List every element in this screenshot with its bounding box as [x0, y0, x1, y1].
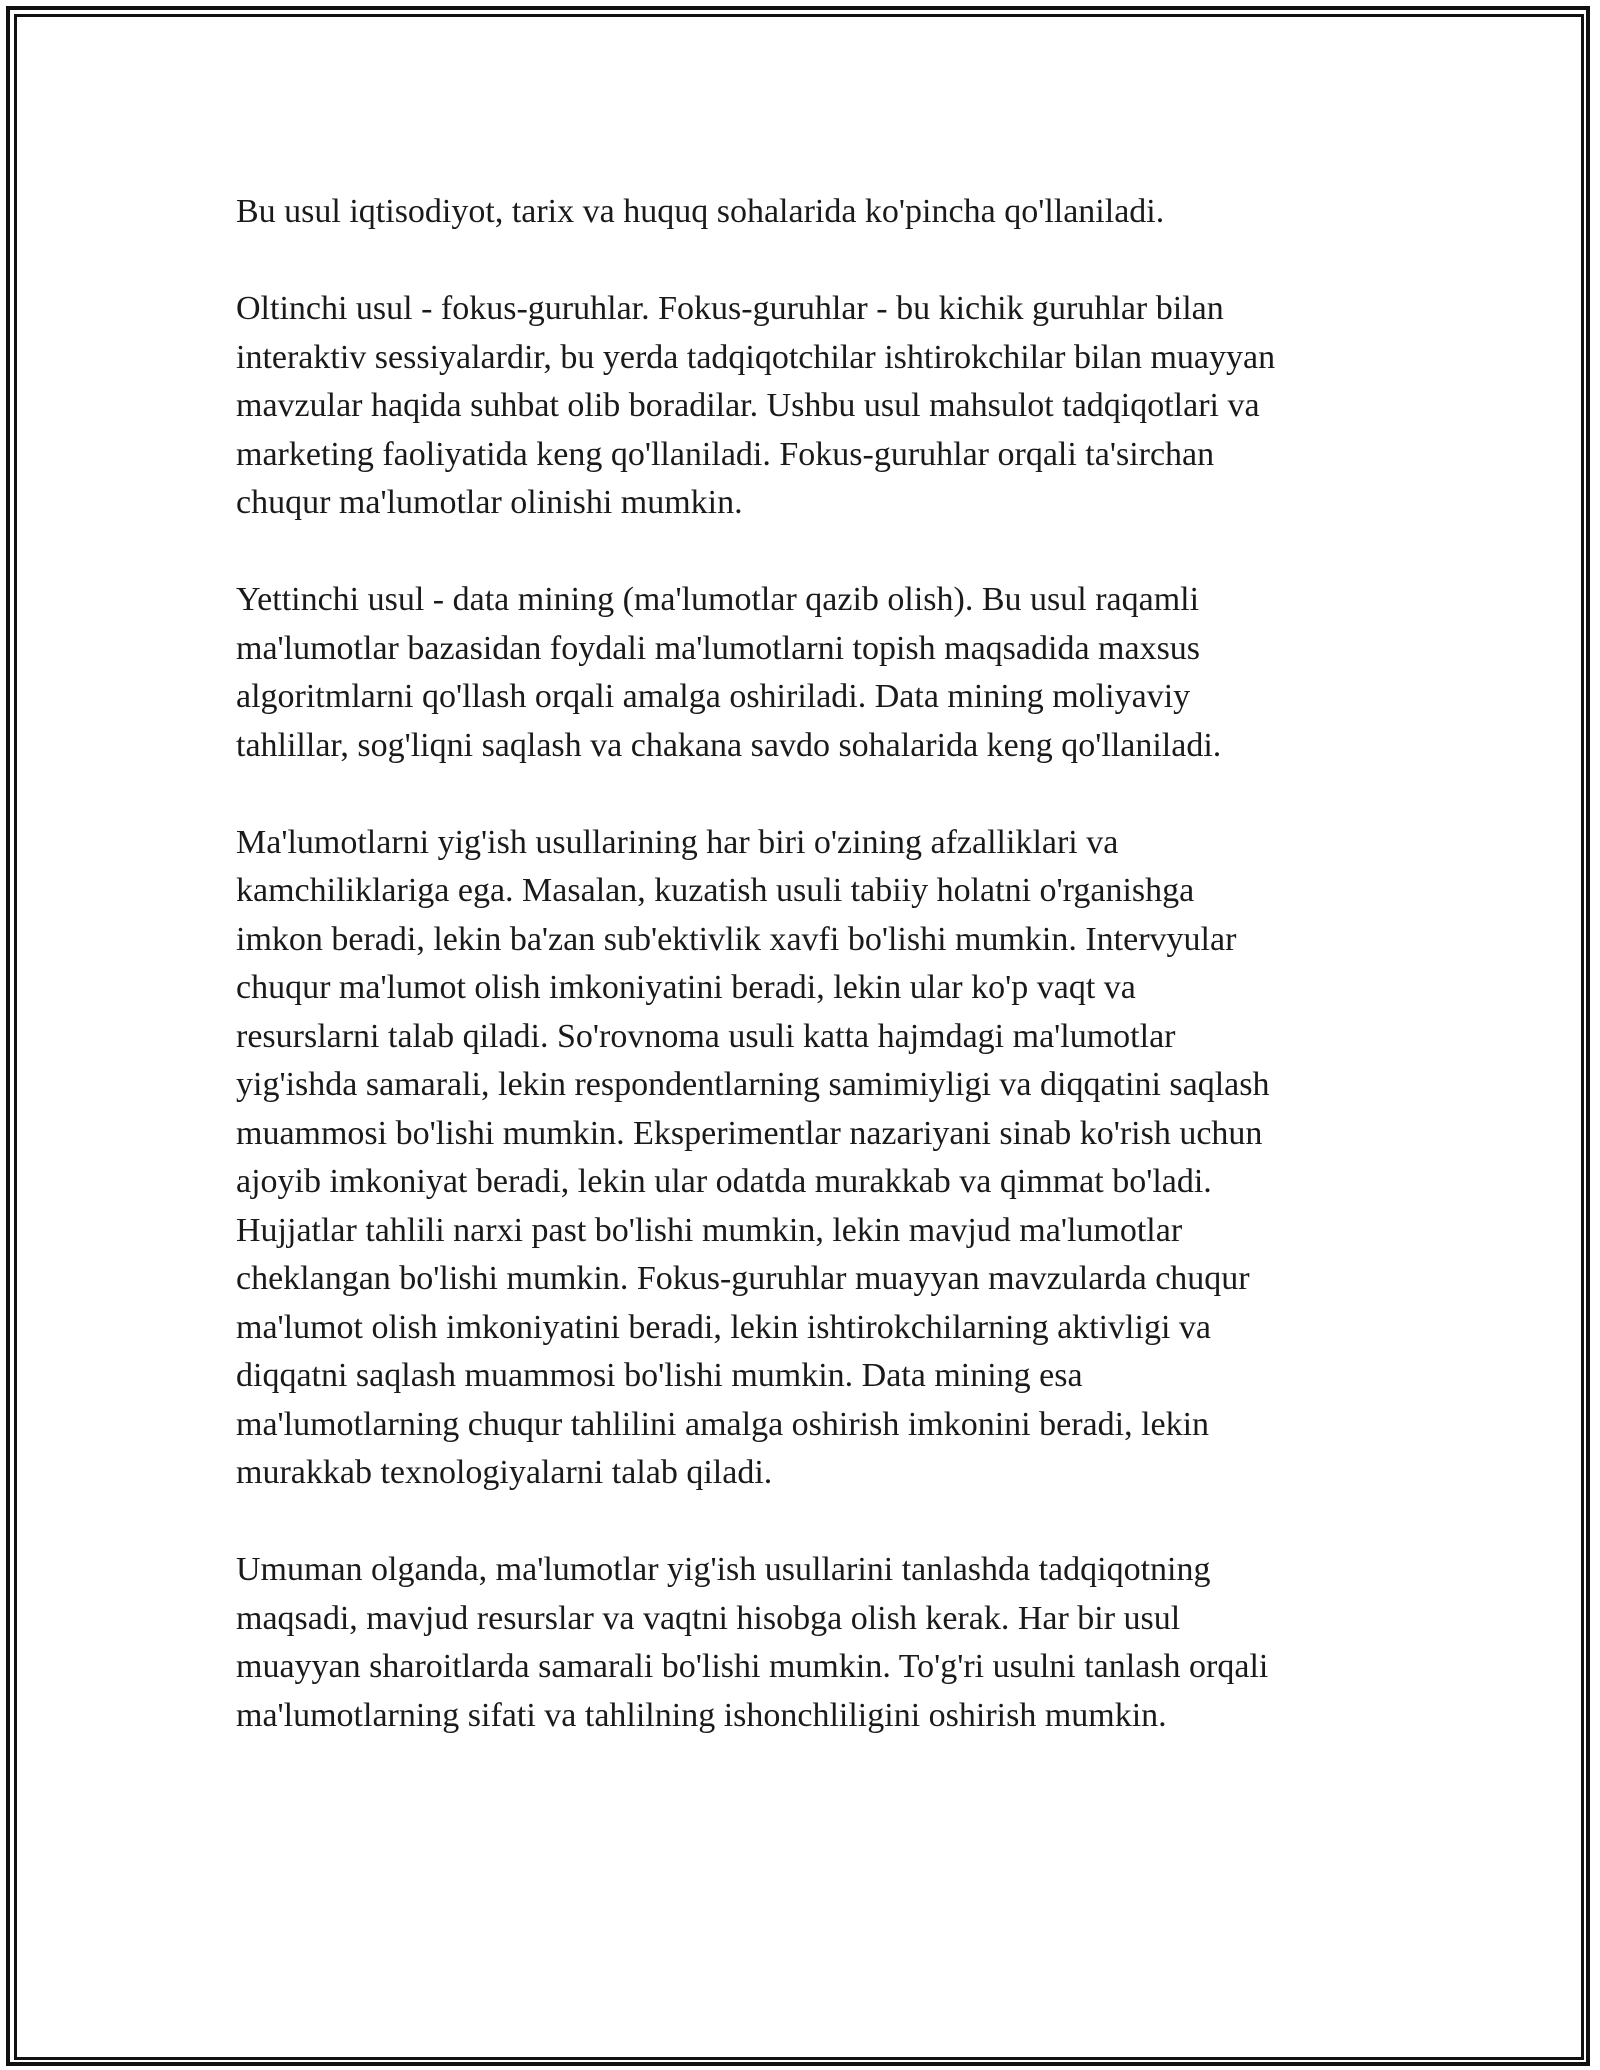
paragraph-4: Ma'lumotlarni yig'ish usullarining har biri o'zining afzalliklari va kamchiliklariga ega. Masalan, kuzatish usuli tabiiy holatni o'rganishga imkon beradi, lekin ba'zan sub'ektivlik xavfi bo'lishi mumkin. Intervyular chuqur ma'lumot olish imkoniyatini beradi, lekin ular ko'p vaqt va resurslarni talab qiladi. So'rovnoma usuli katta hajmdagi ma'lumotlar yig'ishda samarali, lekin respondentlarning samimiyligi va diqqatini saqlash muammosi bo'lishi mumkin. Eksperimentlar nazariyani sinab ko'rish uchun ajoyib imkoniyat beradi, lekin ular odatda murakkab va qimmat bo'ladi. Hujjatlar tahlili narxi past bo'lishi mumkin, lekin mavjud ma'lumotlar cheklangan bo'lishi mumkin. Fokus-guruhlar muayyan mavzularda chuqur ma'lumot olish imkoniyatini beradi, lekin ishtirokchilarning aktivligi va diqqatni saqlash muammosi bo'lishi mumkin. Data mining esa ma'lumotlarning chuqur tahlilini amalga oshirish imkonini beradi, lekin murakkab texnologiyalarni talab qiladi. — [236, 823, 1270, 1491]
paragraph-1: Bu usul iqtisodiyot, tarix va huquq sohalarida ko'pincha qo'llaniladi. — [236, 193, 1165, 230]
paragraph-3: Yettinchi usul - data mining (ma'lumotlar qazib olish). Bu usul raqamli ma'lumotlar bazasidan foydali ma'lumotlarni topish maqsadida maxsus algoritmlarni qo'llash orqali amalga oshiriladi. Data mining moliyaviy tahlillar, sog'liqni saqlash va chakana savdo sohalarida keng qo'llaniladi. — [236, 581, 1222, 764]
paragraph-2: Oltinchi usul - fokus-guruhlar. Fokus-guruhlar - bu kichik guruhlar bilan interaktiv sessiyalardir, bu yerda tadqiqotchilar ishtirokchilar bilan muayyan mavzular haqida suhbat olib boradilar. Ushbu usul mahsulot tadqiqotlari va marketing faoliyatida keng qo'llaniladi. Fokus-guruhlar orqali ta'sirchan chuqur ma'lumotlar olinishi mumkin. — [236, 290, 1276, 521]
paragraph-5: Umuman olganda, ma'lumotlar yig'ish usullarini tanlashda tadqiqotning maqsadi, mavjud resurslar va vaqtni hisobga olish kerak. Har bir usul muayyan sharoitlarda samarali bo'lishi mumkin. To'g'ri usulni tanlash orqali ma'lumotlarning sifati va tahlilning ishonchliligini oshirish mumkin. — [236, 1551, 1269, 1734]
document-body — [236, 188, 1366, 1740]
